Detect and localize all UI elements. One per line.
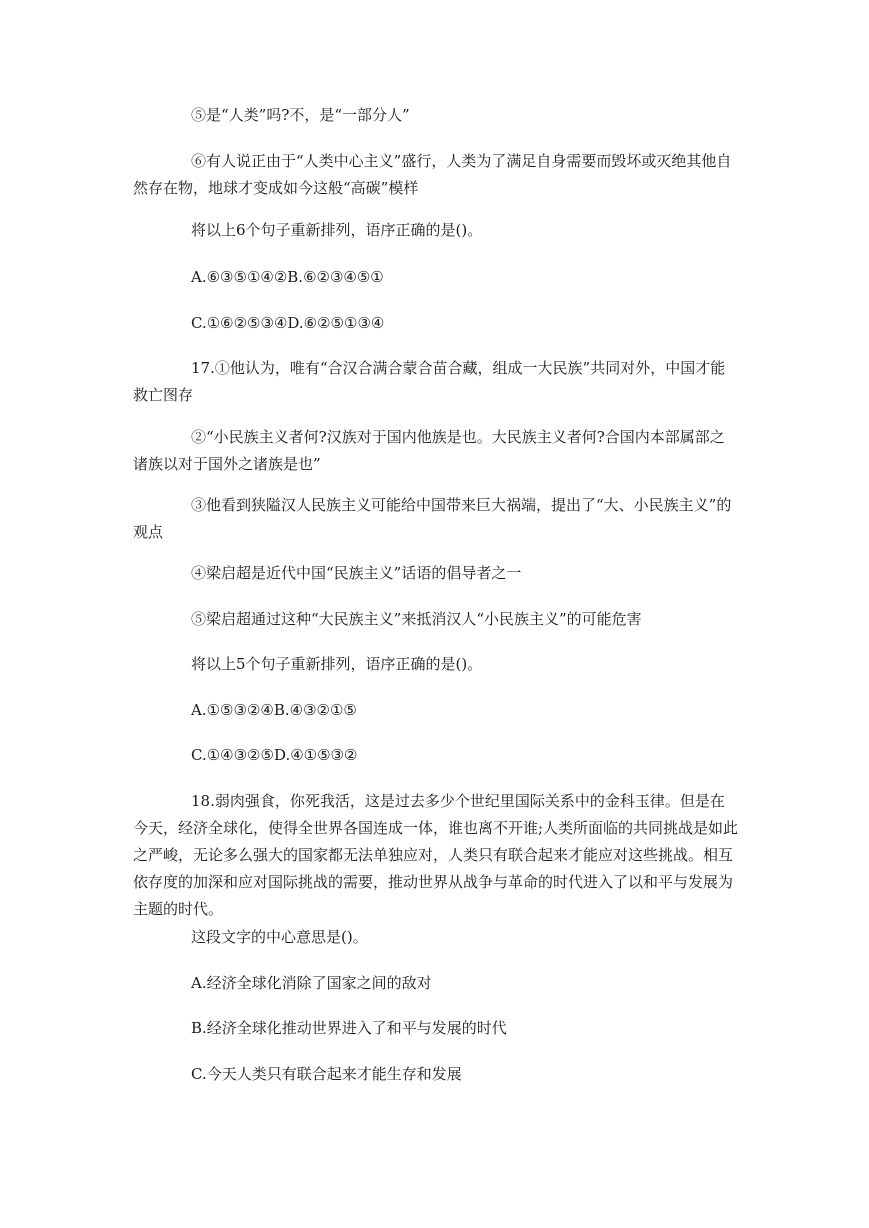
answer-choices-ab: A.①⑤③②④B.④③②①⑤ xyxy=(191,701,357,719)
question-prompt: 这段文字的中心意思是()。 xyxy=(191,928,368,946)
answer-choices-ab: A.⑥③⑤①④②B.⑥②③④⑤① xyxy=(191,268,384,286)
question-17-sentence-3: ③他看到狭隘汉人民族主义可能给中国带来巨大祸端，提出了“大、小民族主义”的观点 xyxy=(133,496,732,541)
answer-choices-cd: C.①⑥②⑤③④D.⑥②⑤①③④ xyxy=(191,314,385,332)
option-line-5: ⑤是“人类”吗?不，是“一部分人” xyxy=(191,106,410,124)
question-prompt: 将以上5个句子重新排列，语序正确的是()。 xyxy=(191,655,483,673)
answer-choice-b: B.经济全球化推动世界进入了和平与发展的时代 xyxy=(191,1019,507,1037)
answer-choice-a: A.经济全球化消除了国家之间的敌对 xyxy=(191,974,432,992)
option-line-6: ⑥有人说正由于“人类中心主义”盛行，人类为了满足自身需要而毁坏或灭绝其他自然存在物，地球才变成如今这般“高碳”模样 xyxy=(133,152,732,197)
question-prompt: 将以上6个句子重新排列，语序正确的是()。 xyxy=(191,221,483,239)
question-17-sentence-1: 17.①他认为，唯有“合汉合满合蒙合苗合藏，组成一大民族”共同对外，中国才能救亡图存 xyxy=(133,359,726,404)
question-17-sentence-4: ④梁启超是近代中国“民族主义”话语的倡导者之一 xyxy=(191,564,522,582)
answer-choice-c: C.今天人类只有联合起来才能生存和发展 xyxy=(191,1065,462,1083)
question-17-sentence-5: ⑤梁启超通过这种“大民族主义”来抵消汉人“小民族主义”的可能危害 xyxy=(191,610,642,628)
question-17-sentence-2: ②“小民族主义者何?汉族对于国内他族是也。大民族主义者何?合国内本部属部之诸族以对于国外之诸族是也” xyxy=(133,428,725,473)
question-18-passage: 18.弱肉强食，你死我活，这是过去多少个世纪里国际关系中的金科玉律。但是在今天，经济全球化，使得全世界各国连成一体，谁也离不开谁;人类所面临的共同挑战是如此之严峻，无论多么强大的国家都无法单独应对，人类只有联合起来才能应对这些挑战。相互依存度的加深和应对国际挑战的需要，推动世界从战争与革命的时代进入了以和平与发展为主题的时代。 xyxy=(133,792,739,918)
answer-choices-cd: C.①④③②⑤D.④①⑤③② xyxy=(191,746,358,764)
